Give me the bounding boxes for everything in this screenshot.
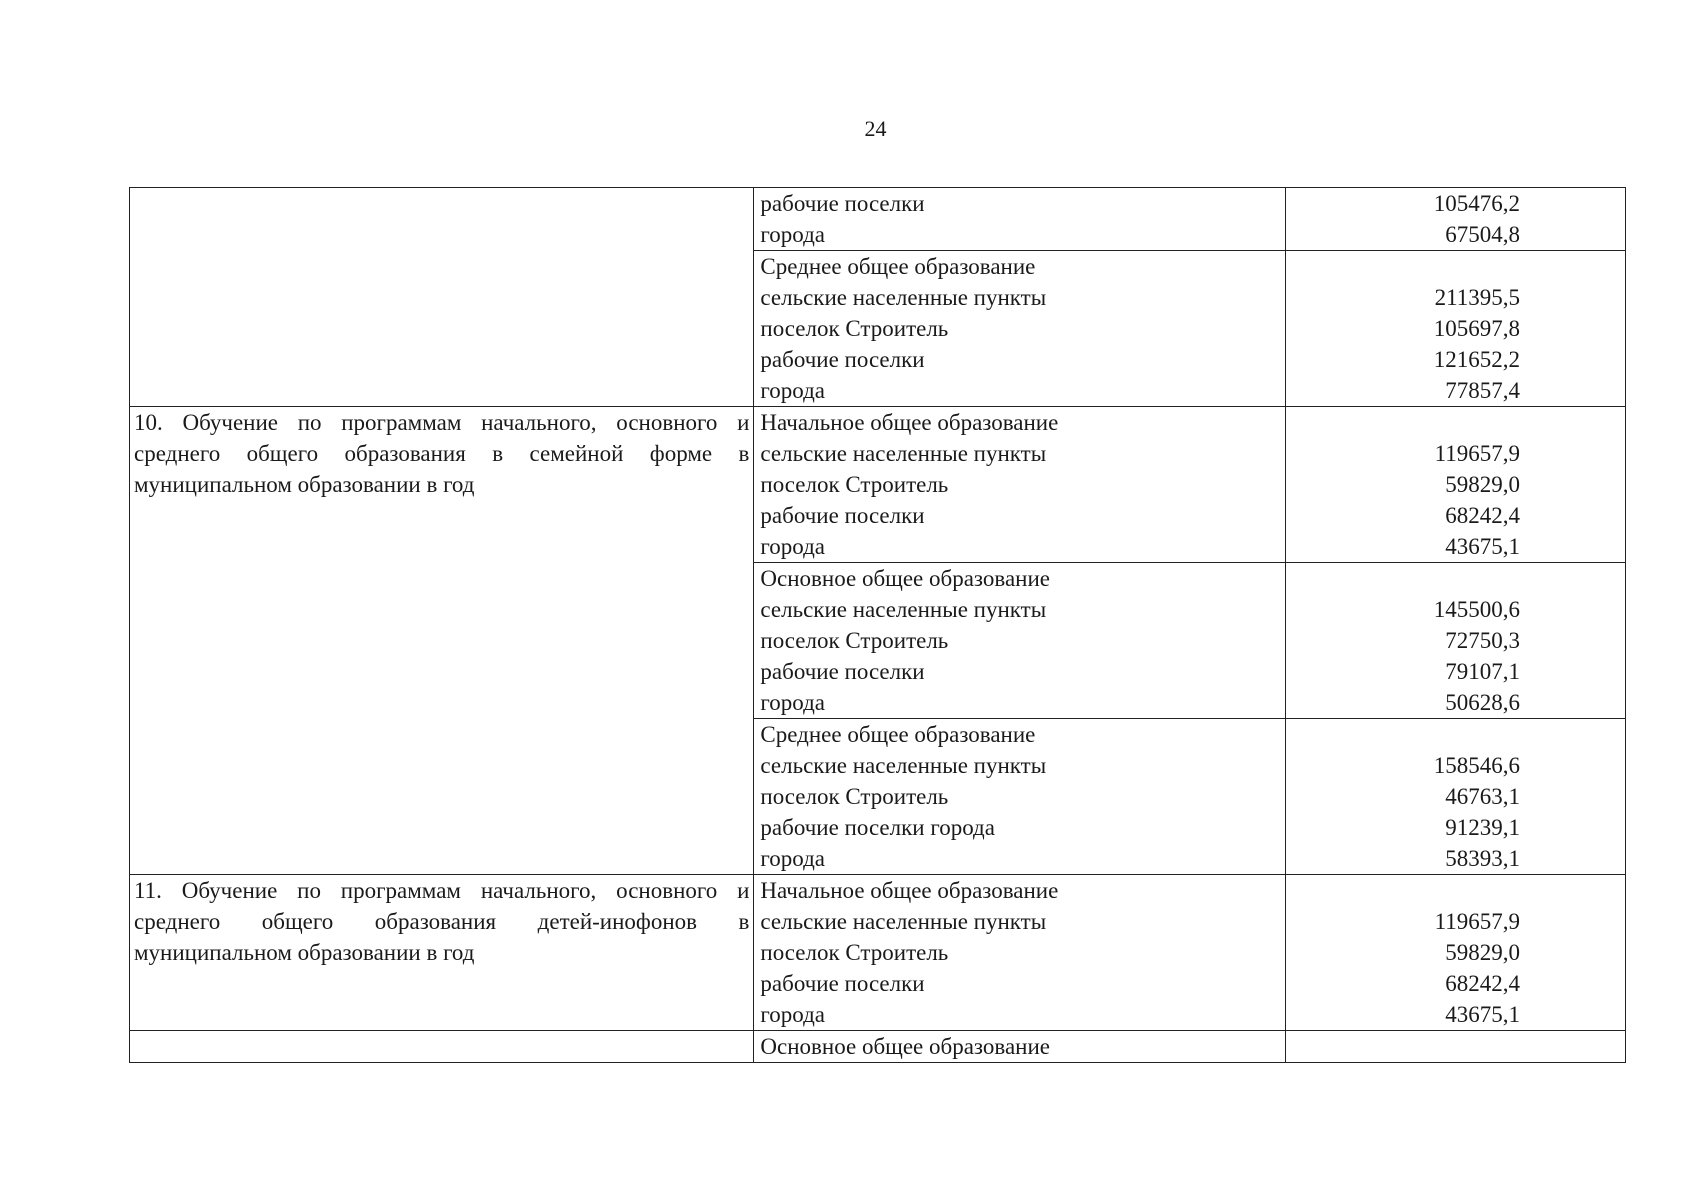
table-row	[130, 875, 1626, 1031]
cost-value: 68242,4	[1445, 971, 1520, 996]
cost-value: 91239,1	[1445, 815, 1520, 840]
category-cell	[754, 875, 1285, 1031]
category-line: города	[760, 222, 826, 247]
category-line: Начальное общее образование	[760, 878, 1059, 903]
cost-cell	[1285, 719, 1625, 875]
category-line: Среднее общее образование	[760, 254, 1036, 279]
category-cell	[754, 563, 1285, 719]
cost-value: 68242,4	[1445, 503, 1520, 528]
cost-value: 72750,3	[1445, 628, 1520, 653]
category-line: Основное общее образование	[760, 566, 1050, 591]
cost-value: 119657,9	[1434, 441, 1520, 466]
tariff-table	[129, 187, 1626, 1063]
category-line: рабочие поселки	[760, 971, 925, 996]
cost-value: 158546,6	[1433, 753, 1520, 778]
cost-value	[1286, 719, 1520, 750]
cost-cell	[1285, 188, 1625, 251]
cost-value	[1286, 407, 1520, 438]
table-row	[130, 407, 1626, 563]
cost-value: 79107,1	[1445, 659, 1520, 684]
cost-value: 50628,6	[1445, 690, 1520, 715]
cost-value: 211395,5	[1434, 285, 1520, 310]
page-number: 24	[864, 116, 887, 141]
category-line: сельские населенные пункты	[760, 441, 1047, 466]
cost-value: 59829,0	[1445, 940, 1520, 965]
cost-value: 58393,1	[1445, 846, 1520, 871]
cost-value	[1286, 1031, 1520, 1062]
cost-value: 77857,4	[1445, 378, 1520, 403]
category-line: сельские населенные пункты	[760, 909, 1047, 934]
category-line: города	[760, 690, 826, 715]
category-line: рабочие поселки	[760, 503, 925, 528]
service-description: 11. Обучение по программам начального, основного и среднего общего образования детей-инофонов в муниципальном образовании в год	[134, 878, 750, 965]
cost-value: 59829,0	[1445, 472, 1520, 497]
table-row	[130, 1031, 1626, 1063]
category-cell	[754, 719, 1285, 875]
cost-value: 46763,1	[1445, 784, 1520, 809]
category-cell	[754, 188, 1285, 251]
service-description: 10. Обучение по программам начального, основного и среднего общего образования в семейной форме в муниципальном образовании в год	[134, 410, 750, 497]
category-line: города	[760, 1002, 826, 1027]
cost-cell	[1285, 563, 1625, 719]
category-cell	[754, 251, 1285, 407]
cost-value: 119657,9	[1434, 909, 1520, 934]
cost-value	[1286, 875, 1520, 906]
category-line: рабочие поселки	[760, 347, 925, 372]
cost-value	[1286, 251, 1520, 282]
cost-value: 145500,6	[1433, 597, 1520, 622]
category-line: Основное общее образование	[760, 1034, 1050, 1059]
category-line: города	[760, 534, 826, 559]
table-row	[130, 188, 1626, 251]
category-cell	[754, 407, 1285, 563]
category-line: поселок Строитель	[760, 784, 949, 809]
category-line: поселок Строитель	[760, 940, 949, 965]
category-line: города	[760, 378, 826, 403]
cost-cell	[1285, 875, 1625, 1031]
category-line: рабочие поселки	[760, 659, 925, 684]
cost-value: 43675,1	[1445, 534, 1520, 559]
cost-cell	[1285, 407, 1625, 563]
service-description-cell	[130, 1031, 754, 1063]
cost-cell	[1285, 1031, 1625, 1063]
category-line: сельские населенные пункты	[760, 285, 1047, 310]
category-line: поселок Строитель	[760, 628, 949, 653]
category-line: рабочие поселки города	[760, 815, 995, 840]
category-line: Среднее общее образование	[760, 722, 1036, 747]
service-description-cell	[130, 875, 754, 1031]
category-line: сельские населенные пункты	[760, 753, 1047, 778]
cost-value: 105697,8	[1433, 316, 1520, 341]
cost-cell	[1285, 251, 1625, 407]
category-line: города	[760, 846, 826, 871]
service-description-cell	[130, 188, 754, 407]
category-cell	[754, 1031, 1285, 1063]
cost-value: 121652,2	[1433, 347, 1520, 372]
cost-value: 43675,1	[1445, 1002, 1520, 1027]
category-line: рабочие поселки	[760, 191, 925, 216]
cost-value: 67504,8	[1445, 222, 1520, 247]
cost-value: 105476,2	[1433, 191, 1520, 216]
service-description-cell	[130, 407, 754, 875]
category-line: Начальное общее образование	[760, 410, 1059, 435]
category-line: поселок Строитель	[760, 472, 949, 497]
cost-value	[1286, 563, 1520, 594]
category-line: сельские населенные пункты	[760, 597, 1047, 622]
category-line: поселок Строитель	[760, 316, 949, 341]
